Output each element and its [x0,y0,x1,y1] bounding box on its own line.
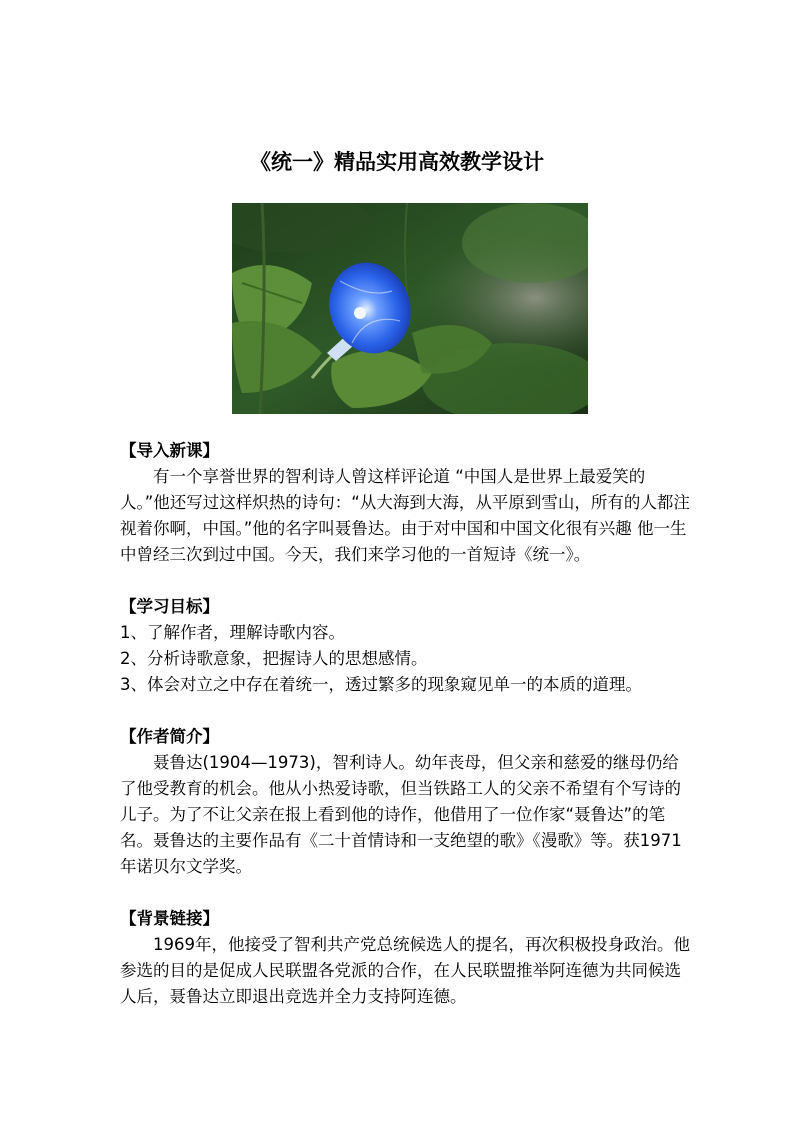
flower-photo [232,203,588,414]
page-title: 《统一》精品实用高效教学设计 [250,150,544,174]
section-heading: 【作者简介】 [120,727,219,746]
section-paragraph: 有一个享誉世界的智利诗人曾这样评论道 “中国人是世界上最爱笑的人。”他还写过这样炽热的诗句：“从大海到大海，从平原到雪山，所有的人都注视着你啊，中国。”他的名字叫聂鲁达。由于对中国和中国文化很有兴趣 他一生中曾经三次到过中国。今天，我们来学习他的一首短诗《统一》。 [120,467,690,564]
section-intro [120,438,692,568]
section-background [120,906,692,1010]
section-heading: 【导入新课】 [120,441,219,460]
section-paragraph: 1969年，他接受了智利共产党总统候选人的提名，再次积极投身政治。他参选的目的是促成人民联盟各党派的合作，在人民联盟推举阿连德为共同候选人后，聂鲁达立即退出竞选并全力支持阿连德。 [120,935,690,1006]
section-paragraph: 聂鲁达(1904—1973)，智利诗人。幼年丧母，但父亲和慈爱的继母仍给了他受教育的机会。他从小热爱诗歌，但当铁路工人的父亲不希望有个写诗的儿子。为了不让父亲在报上看到他的诗作，他借用了一位作家“聂鲁达”的笔名。聂鲁达的主要作品有《二十首情诗和一支绝望的歌》《漫歌》等。获1971年诺贝尔文学奖。 [120,753,682,876]
section-author [120,724,692,880]
section-heading: 【背景链接】 [120,909,219,928]
content-body [120,438,692,1036]
list-item: 3、体会对立之中存在着统一，透过繁多的现象窥见单一的本质的道理。 [120,675,642,694]
section-heading: 【学习目标】 [120,597,219,616]
list-item: 1、了解作者，理解诗歌内容。 [120,623,345,642]
section-objectives [120,594,692,698]
list-item: 2、分析诗歌意象，把握诗人的思想感情。 [120,649,428,668]
